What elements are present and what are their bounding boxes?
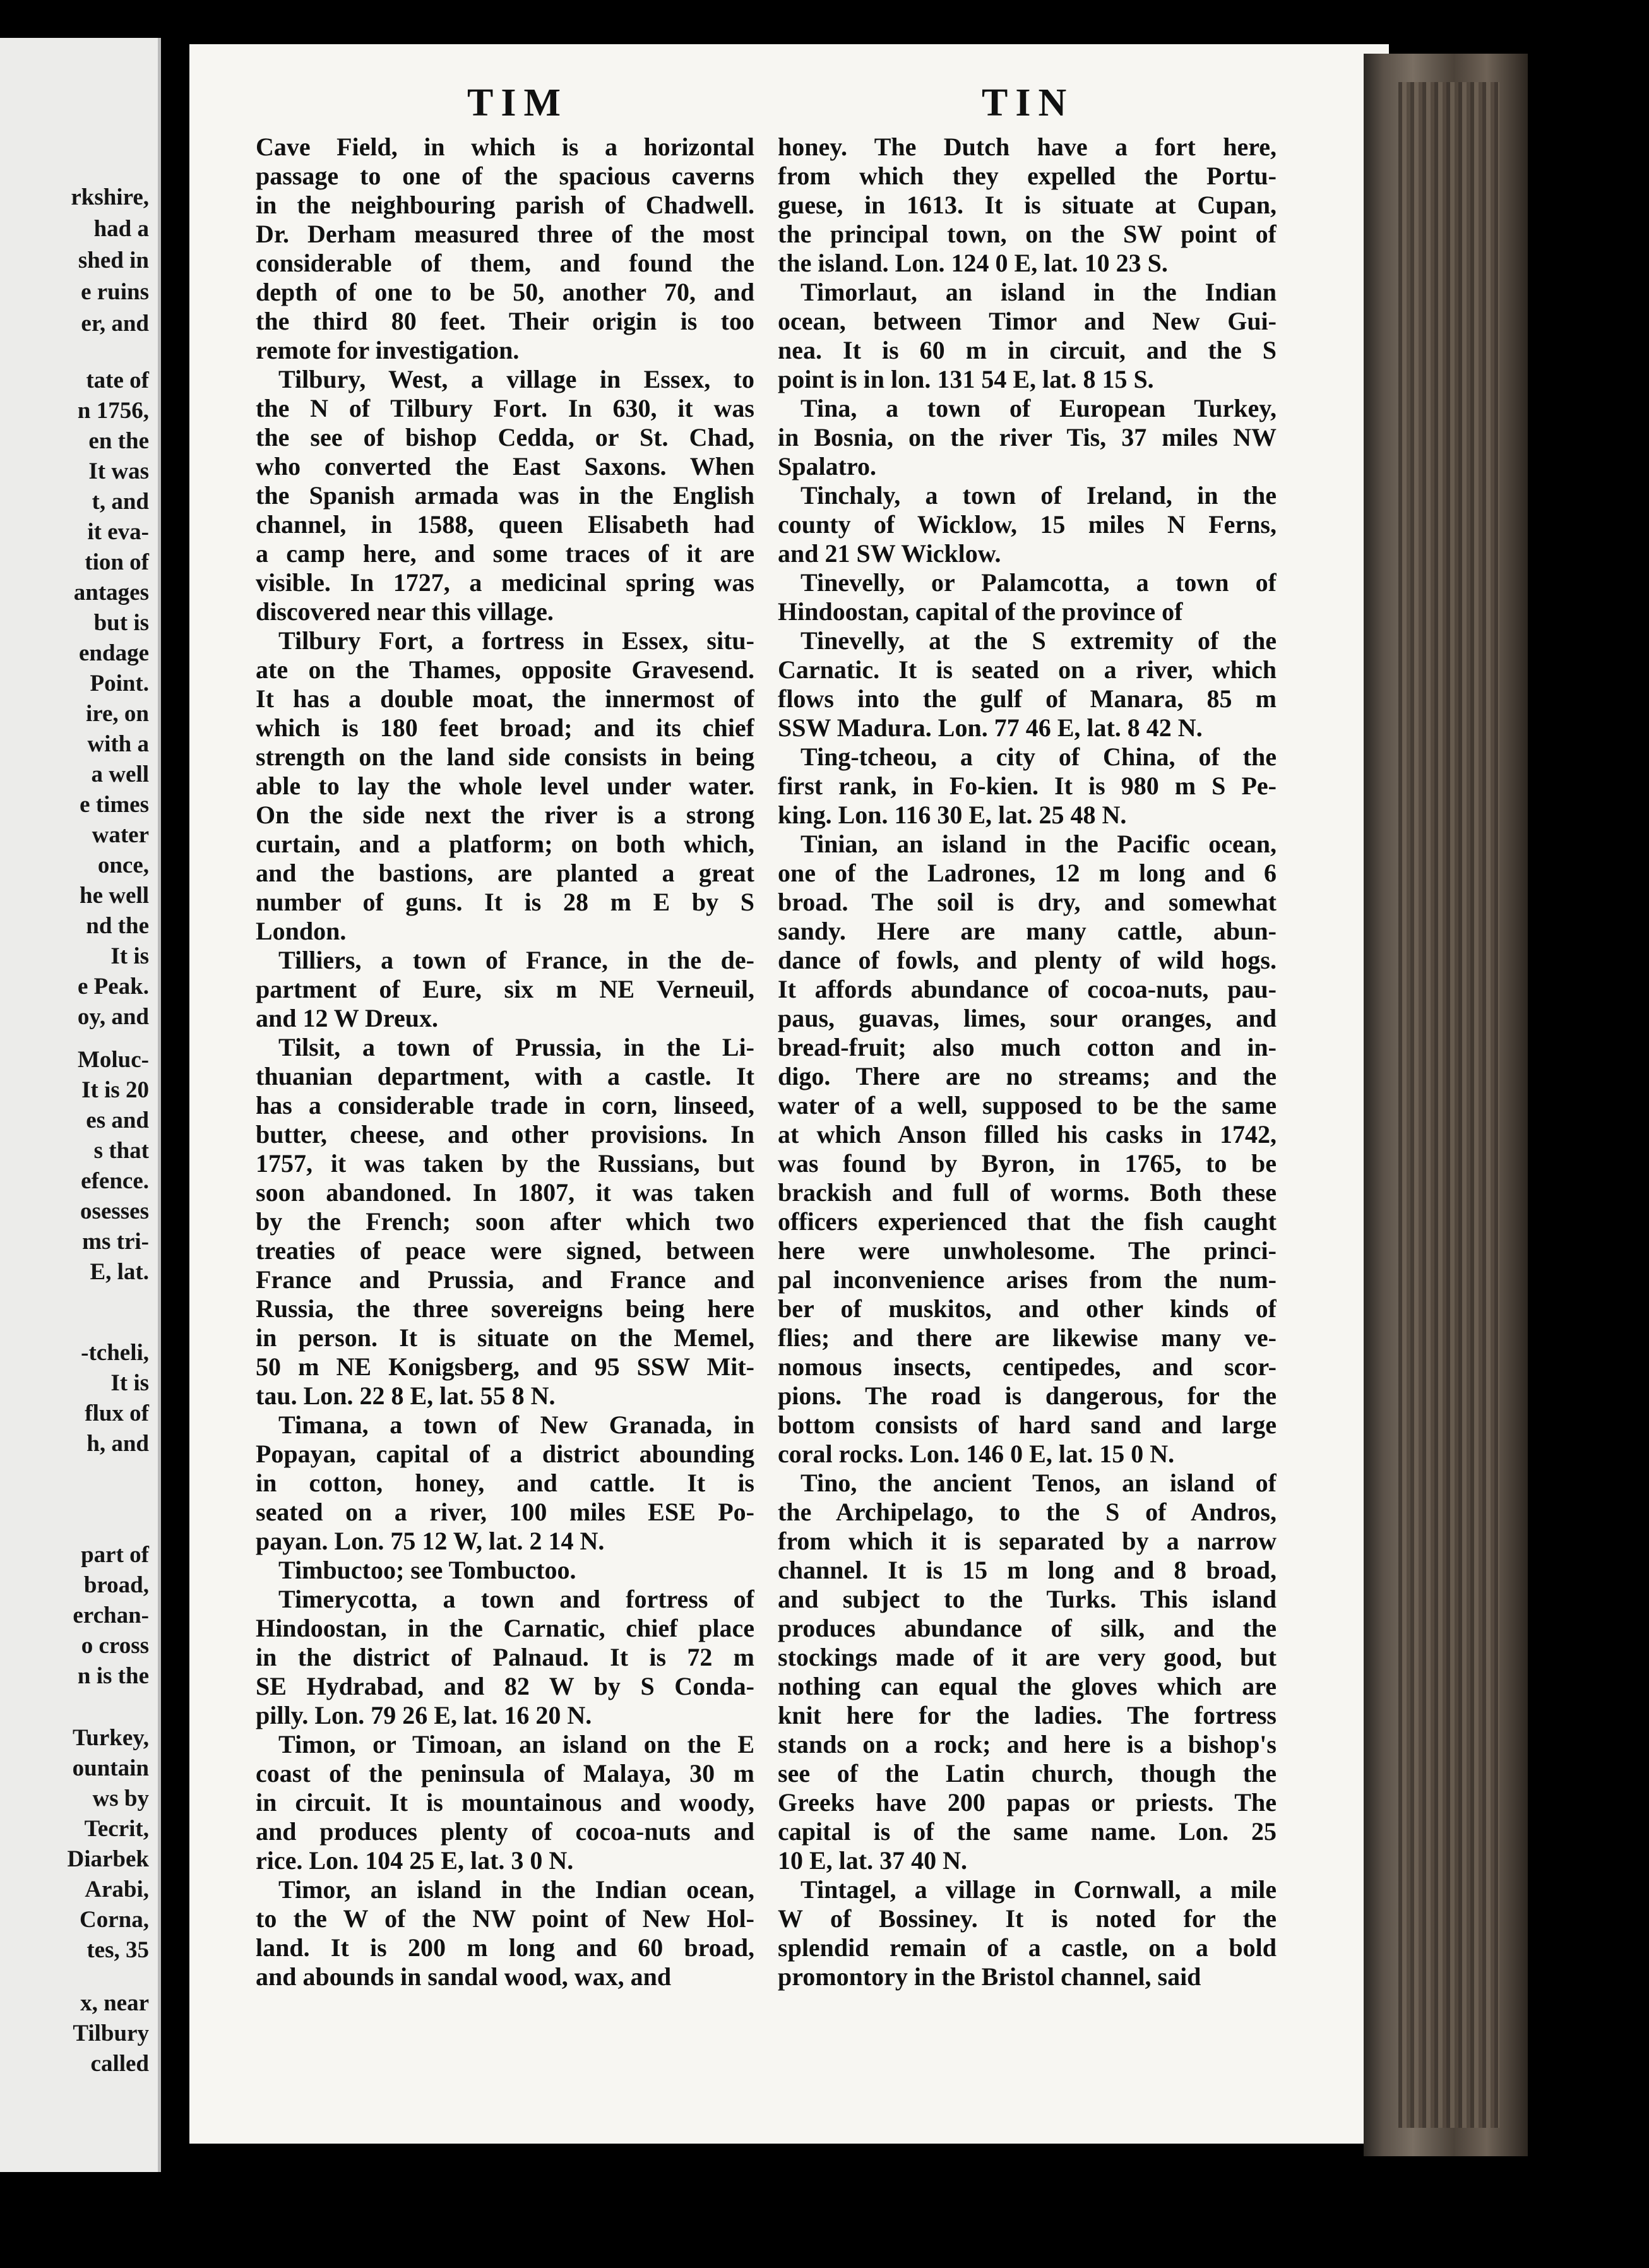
text-line: point is in lon. 131 54 E, lat. 8 15 S. [778,365,1154,393]
fringe-line: ountain [72,1755,149,1781]
fringe-line: endage [79,640,149,666]
text-line: has a considerable trade in corn, linseed, [256,1091,754,1119]
text-line: in person. It is situate on the Memel, [256,1323,754,1352]
text-line: Tina, a town of European Turkey, [801,394,1277,422]
text-line: treaties of peace were signed, between [256,1236,754,1265]
text-line: honey. The Dutch have a fort here, [778,133,1277,161]
text-line: Russia, the three sovereigns being here [256,1294,754,1323]
text-line: the third 80 feet. Their origin is too [256,307,754,335]
text-line: bottom consists of hard sand and large [778,1411,1277,1439]
text-line: officers experienced that the fish caught [778,1207,1277,1236]
text-line: passage to one of the spacious caverns [256,162,754,190]
fringe-line: It is [110,943,149,969]
text-line: Spalatro. [778,452,876,480]
text-line: the Spanish armada was in the English [256,481,754,510]
text-line: discovered near this village. [256,597,554,626]
text-line: king. Lon. 116 30 E, lat. 25 48 N. [778,801,1127,829]
fringe-line: ws by [92,1786,149,1811]
text-line: coral rocks. Lon. 146 0 E, lat. 15 0 N. [778,1440,1175,1468]
fringe-line: Tilbury [73,2020,149,2046]
text-line: pions. The road is dangerous, for the [778,1382,1277,1410]
fringe-line: es and [86,1107,149,1133]
text-line: guese, in 1613. It is situate at Cupan, [778,191,1277,219]
text-line: butter, cheese, and other provisions. In [256,1120,754,1149]
fringe-line: flux of [85,1400,149,1426]
text-line: digo. There are no streams; and the [778,1062,1277,1090]
text-line: here were unwholesome. The princi- [778,1236,1277,1265]
text-line: who converted the East Saxons. When [256,452,754,480]
text-line: Tilbury, West, a village in Essex, to [278,365,754,393]
text-line: county of Wicklow, 15 miles N Ferns, [778,510,1277,539]
fringe-line: x, near [80,1990,149,2016]
text-line: one of the Ladrones, 12 m long and 6 [778,859,1277,887]
text-line: in circuit. It is mountainous and woody, [256,1788,754,1817]
text-line: It affords abundance of cocoa-nuts, pau- [778,975,1277,1003]
text-line: Tilbury Fort, a fortress in Essex, situ- [278,626,754,655]
fringe-line: it eva- [87,519,149,545]
text-line: from which they expelled the Portu- [778,162,1277,190]
text-line: On the side next the river is a strong [256,801,754,829]
text-line: partment of Eure, six m NE Verneuil, [256,975,754,1003]
text-line: visible. In 1727, a medicinal spring was [256,568,754,597]
fringe-line: tion of [85,549,149,575]
text-line: in the neighbouring parish of Chadwell. [256,191,754,219]
fringe-line: h, and [86,1431,149,1457]
fringe-line: en the [88,428,149,454]
text-line: Timana, a town of New Granada, in [278,1411,754,1439]
text-line: channel, in 1588, queen Elisabeth had [256,510,754,539]
text-line: broad. The soil is dry, and somewhat [778,888,1277,916]
fringe-line: had a [93,216,149,242]
fringe-line: with a [87,731,149,757]
running-head-right: TIN [982,81,1075,124]
text-line: brackish and full of worms. Both these [778,1178,1277,1207]
text-line: tau. Lon. 22 8 E, lat. 55 8 N. [256,1382,556,1410]
text-line: Popayan, capital of a district abounding [256,1440,754,1468]
text-line: stockings made of it are very good, but [778,1643,1277,1671]
text-line: Timbuctoo; see Tombuctoo. [278,1556,576,1584]
text-line: 10 E, lat. 37 40 N. [778,1846,967,1875]
fringe-line: rkshire, [71,184,149,210]
text-line: a camp here, and some traces of it are [256,539,754,568]
text-line: 1757, it was taken by the Russians, but [256,1149,754,1178]
text-line: splendid remain of a castle, on a bold [778,1933,1277,1962]
text-line: the N of Tilbury Fort. In 630, it was [256,394,754,422]
text-line: bread-fruit; also much cotton and in- [778,1033,1277,1061]
text-line: the principal town, on the SW point of [778,220,1277,248]
fringe-line: e times [80,792,149,818]
text-line: considerable of them, and found the [256,249,754,277]
fringe-line: t, and [92,489,149,515]
text-line: Tino, the ancient Tenos, an island of [801,1469,1277,1497]
text-line: from which it is separated by a narrow [778,1527,1277,1555]
text-line: remote for investigation. [256,336,520,364]
text-line: Greeks have 200 papas or priests. The [778,1788,1277,1817]
text-line: flies; and there are likewise many ve- [778,1323,1277,1352]
text-line: France and Prussia, and France and [256,1265,754,1294]
text-line: It has a double moat, the innermost of [256,684,754,713]
text-line: and subject to the Turks. This island [778,1585,1277,1613]
fringe-line: water [92,822,149,848]
text-line: thuanian department, with a castle. It [256,1062,754,1090]
text-line: and abounds in sandal wood, wax, and [256,1962,672,1991]
text-line: Timon, or Timoan, an island on the E [278,1730,754,1758]
text-line: the Archipelago, to the S of Andros, [778,1498,1277,1526]
text-line: SE Hydrabad, and 82 W by S Conda- [256,1672,754,1700]
fringe-line: s that [93,1138,149,1164]
text-line: dance of fowls, and plenty of wild hogs. [778,946,1277,974]
text-line: Tintagel, a village in Cornwall, a mile [801,1875,1277,1904]
text-line: coast of the peninsula of Malaya, 30 m [256,1759,754,1788]
text-line: Timorlaut, an island in the Indian [801,278,1277,306]
fringe-line: Tecrit, [84,1816,149,1842]
fringe-line: oy, and [77,1004,149,1030]
fringe-line: Point. [90,671,149,696]
text-line: sandy. Here are many cattle, abun- [778,917,1277,945]
fringe-line: Arabi, [85,1877,149,1902]
fringe-line: er, and [81,311,149,337]
text-line: and 12 W Dreux. [256,1004,438,1032]
text-line: Tilsit, a town of Prussia, in the Li- [278,1033,754,1061]
fringe-line: -tcheli, [81,1340,149,1366]
fringe-line: Diarbek [67,1846,149,1872]
fringe-line: shed in [78,248,149,273]
text-line: Tinevelly, at the S extremity of the [801,626,1277,655]
text-line: Ting-tcheou, a city of China, of the [801,743,1277,771]
fringe-line: Turkey, [73,1725,149,1751]
fringe-line: osesses [80,1198,149,1224]
fringe-line: once, [97,852,149,878]
text-line: soon abandoned. In 1807, it was taken [256,1178,754,1207]
text-line: Hindoostan, in the Carnatic, chief place [256,1614,754,1642]
fringe-line: but is [93,610,149,636]
fringe-line: nd the [86,913,149,939]
text-line: Tinchaly, a town of Ireland, in the [801,481,1277,510]
text-line: Timor, an island in the Indian ocean, [278,1875,754,1904]
fringe-line: he well [80,883,149,909]
text-line: Hindoostan, capital of the province of [778,597,1183,626]
text-line: SSW Madura. Lon. 77 46 E, lat. 8 42 N. [778,713,1203,742]
fringe-line: It is [110,1370,149,1396]
text-line: in cotton, honey, and cattle. It is [256,1469,754,1497]
fringe-line: Corna, [80,1907,149,1933]
fringe-line: n 1756, [77,398,149,424]
text-line: knit here for the ladies. The fortress [778,1701,1277,1729]
text-line: strength on the land side consists in being [256,743,754,771]
text-line: number of guns. It is 28 m E by S [256,888,754,916]
text-line: Tinian, an island in the Pacific ocean, [801,830,1277,858]
text-line: Tilliers, a town of France, in the de- [278,946,754,974]
text-line: payan. Lon. 75 12 W, lat. 2 14 N. [256,1527,605,1555]
text-line: stands on a rock; and here is a bishop's [778,1730,1277,1758]
running-head-left: TIM [467,81,568,124]
text-line: depth of one to be 50, another 70, and [256,278,754,306]
text-column-left [256,133,754,1991]
text-line: produces abundance of silk, and the [778,1614,1277,1642]
text-line: W of Bossiney. It is noted for the [778,1904,1277,1933]
fringe-line: It is 20 [81,1077,149,1103]
text-line: in the district of Palnaud. It is 72 m [256,1643,754,1671]
text-line: promontory in the Bristol channel, said [778,1962,1201,1991]
fringe-line: e Peak. [77,974,149,1000]
fringe-line: n is the [77,1663,149,1689]
text-line: ocean, between Timor and New Gui- [778,307,1277,335]
text-line: flows into the gulf of Manara, 85 m [778,684,1277,713]
text-line: paus, guavas, limes, sour oranges, and [778,1004,1277,1032]
text-line: London. [256,917,347,945]
text-line: in Bosnia, on the river Tis, 37 miles NW [778,423,1277,451]
fringe-line: It was [88,458,149,484]
text-line: pilly. Lon. 79 26 E, lat. 16 20 N. [256,1701,592,1729]
fringe-line: erchan- [73,1603,149,1628]
text-line: Carnatic. It is seated on a river, which [778,655,1277,684]
facing-page-fragment [0,38,161,2172]
text-line: nothing can equal the gloves which are [778,1672,1277,1700]
text-line: seated on a river, 100 miles ESE Po- [256,1498,754,1526]
text-line: Cave Field, in which is a horizontal [256,133,754,161]
text-line: rice. Lon. 104 25 E, lat. 3 0 N. [256,1846,574,1875]
fringe-line: Moluc- [77,1047,149,1073]
fringe-line: broad, [83,1572,149,1598]
text-line: the see of bishop Cedda, or St. Chad, [256,423,754,451]
fringe-line: ms tri- [82,1229,149,1255]
text-line: and the bastions, are planted a great [256,859,754,887]
fringe-line: tes, 35 [86,1937,149,1963]
text-line: nea. It is 60 m in circuit, and the S [778,336,1277,364]
text-line: Dr. Derham measured three of the most [256,220,754,248]
text-line: at which Anson filled his casks in 1742, [778,1120,1277,1149]
text-line: and produces plenty of cocoa-nuts and [256,1817,754,1846]
text-line: land. It is 200 m long and 60 broad, [256,1933,754,1962]
text-column-right [778,133,1277,1991]
text-line: 50 m NE Konigsberg, and 95 SSW Mit- [256,1352,754,1381]
fringe-line: tate of [86,367,149,393]
text-line: which is 180 feet broad; and its chief [256,713,754,742]
text-line: able to lay the whole level under water. [256,772,754,800]
fringe-line: called [90,2051,149,2077]
text-line: ate on the Thames, opposite Gravesend. [256,655,754,684]
text-line: the island. Lon. 124 0 E, lat. 10 23 S. [778,249,1168,277]
text-line: first rank, in Fo-kien. It is 980 m S Pe- [778,772,1277,800]
text-line: water of a well, supposed to be the same [778,1091,1277,1119]
text-line: nomous insects, centipedes, and scor- [778,1352,1277,1381]
text-line: curtain, and a platform; on both which, [256,830,754,858]
text-line: capital is of the same name. Lon. 25 [778,1817,1277,1846]
text-line: by the French; soon after which two [256,1207,754,1236]
text-line: Tinevelly, or Palamcotta, a town of [801,568,1277,597]
fringe-line: efence. [81,1168,149,1194]
text-line: ber of muskitos, and other kinds of [778,1294,1277,1323]
fringe-line: antages [73,580,149,606]
fringe-line: a well [91,761,149,787]
text-line: and 21 SW Wicklow. [778,539,1001,568]
text-line: to the W of the NW point of New Hol- [256,1904,754,1933]
fringe-line: ire, on [85,701,149,727]
text-line: channel. It is 15 m long and 8 broad, [778,1556,1277,1584]
fringe-line: part of [81,1542,149,1568]
text-line: pal inconvenience arises from the num- [778,1265,1277,1294]
page-edge-texture [1398,82,1499,2128]
text-line: see of the Latin church, though the [778,1759,1277,1788]
text-line: was found by Byron, in 1765, to be [778,1149,1277,1178]
fringe-line: o cross [81,1633,149,1659]
fringe-line: e ruins [81,279,149,305]
fringe-line: E, lat. [90,1259,149,1285]
text-line: Timerycotta, a town and fortress of [278,1585,754,1613]
